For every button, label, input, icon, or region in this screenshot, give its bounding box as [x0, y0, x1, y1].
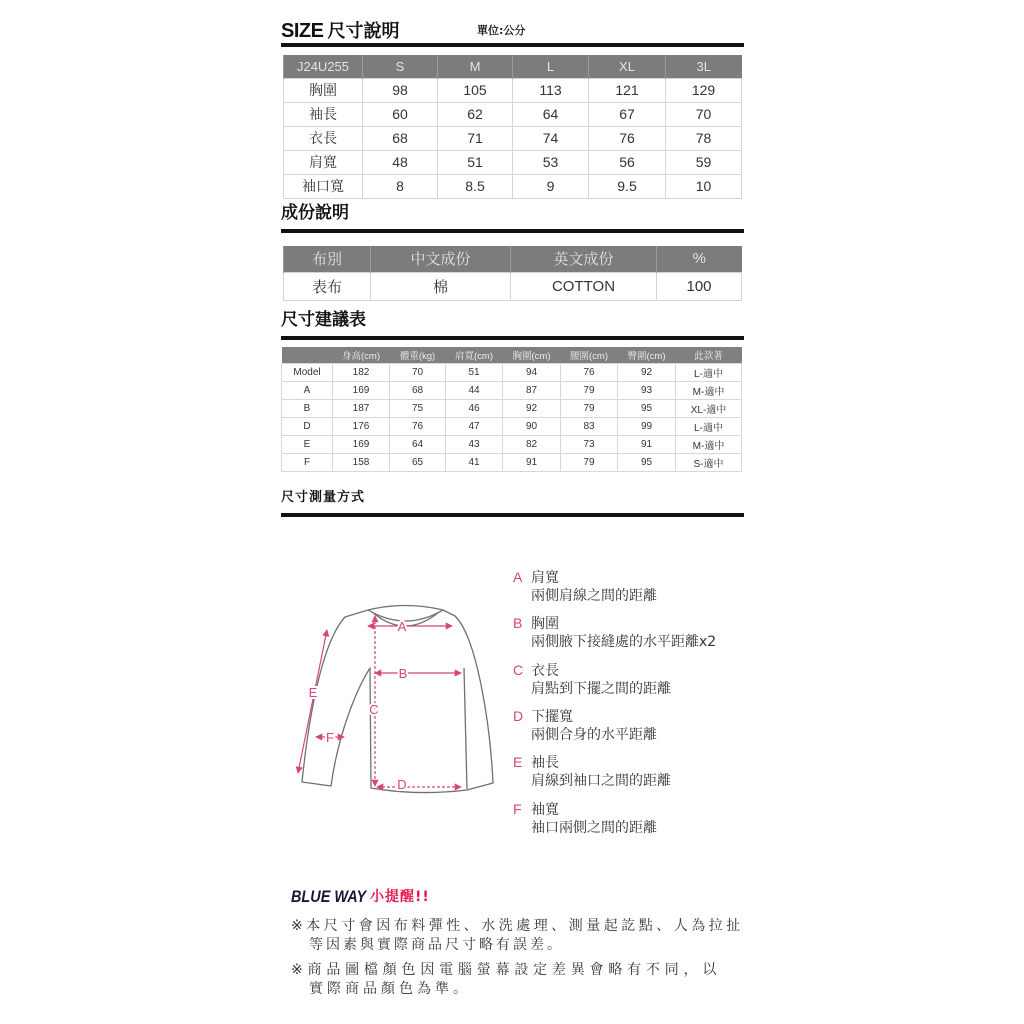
size-table-header-cell: 3L: [666, 55, 742, 78]
legend-item-c: [513, 662, 671, 698]
size-table-cell: 67: [589, 102, 666, 126]
legend-description: 兩側合身的水平距離: [531, 727, 657, 743]
legend-item-e: [513, 754, 671, 790]
composition-table: [283, 246, 742, 301]
fit-suggestion-table-row: [282, 417, 742, 435]
fit-suggestion-table-cell: 73: [561, 435, 618, 453]
legend-letter: C: [513, 662, 524, 678]
fit-suggestion-table-cell: 68: [390, 381, 446, 399]
reminder-title: 小提醒!!: [370, 889, 430, 905]
size-table-header-cell: XL: [589, 55, 666, 78]
fit-suggestion-table-cell: 46: [446, 399, 503, 417]
fit-suggestion-table-cell: S-適中: [676, 453, 742, 471]
composition-table-header-cell: 布別: [284, 246, 371, 272]
size-title-en: SIZE: [281, 20, 324, 42]
legend-letter: A: [513, 569, 523, 585]
size-table-row-label: 袖長: [284, 102, 363, 126]
unit-label: 單位:公分: [477, 24, 526, 37]
fit-suggestion-table-cell: 92: [503, 399, 561, 417]
composition-table-head: [284, 246, 742, 272]
fit-suggestion-table-header-cell: 胸圍(cm): [503, 347, 561, 363]
fit-suggestion-table-cell: 87: [503, 381, 561, 399]
fit-suggestion-table-header-row: [282, 347, 742, 363]
fit-suggestion-table-cell: M-適中: [676, 381, 742, 399]
fit-suggestion-table-cell: 91: [503, 453, 561, 471]
size-table-cell: 121: [589, 78, 666, 102]
size-table-row: [284, 174, 742, 198]
size-table-cell: 8: [363, 174, 438, 198]
size-table-header-cell: J24U255: [284, 55, 363, 78]
shirt-side-seam: [464, 668, 467, 789]
diagram-label-e: E: [308, 685, 318, 700]
composition-table-body: [284, 272, 742, 300]
legend-letter: D: [513, 708, 524, 724]
diagram-label-c: C: [369, 702, 379, 717]
size-table-row: [284, 102, 742, 126]
size-table-cell: 64: [513, 102, 589, 126]
fit-suggestion-table-row-label: A: [282, 381, 333, 399]
fit-suggestion-table-header-cell: 身高(cm): [333, 347, 390, 363]
section-divider: [281, 229, 744, 233]
fit-suggestion-table-cell: L-適中: [676, 363, 742, 381]
legend-heading: [513, 569, 657, 586]
legend-description: 肩點到下擺之間的距離: [531, 681, 671, 697]
fit-suggestion-table-cell: 41: [446, 453, 503, 471]
size-table-cell: 105: [438, 78, 513, 102]
size-table-cell: 78: [666, 126, 742, 150]
fit-suggestion-table-head: [282, 347, 742, 363]
brand-logo-text: BLUE WAY: [291, 887, 367, 906]
size-table-row-label: 衣長: [284, 126, 363, 150]
fit-suggestion-table-cell: 79: [561, 381, 618, 399]
measurement-arrows: [298, 616, 461, 787]
legend-heading: [513, 801, 657, 818]
size-table-cell: 71: [438, 126, 513, 150]
size-table-cell: 56: [589, 150, 666, 174]
legend-item-b: [513, 615, 716, 651]
legend-letter: F: [513, 801, 522, 817]
measurement-title: 尺寸測量方式: [281, 490, 366, 505]
fit-suggestion-table-cell: 95: [618, 453, 676, 471]
legend-item-d: [513, 708, 657, 744]
size-table-cell: 60: [363, 102, 438, 126]
size-table: [283, 55, 742, 199]
fit-suggestion-table-cell: 83: [561, 417, 618, 435]
fit-suggestion-table-cell: 75: [390, 399, 446, 417]
legend-name: 袖寬: [531, 802, 559, 818]
composition-table-header-row: [284, 246, 742, 272]
fit-suggestion-table-cell: M-適中: [676, 435, 742, 453]
size-table-header-cell: S: [363, 55, 438, 78]
legend-item-a: [513, 569, 657, 605]
fit-suggestion-table-row-label: B: [282, 399, 333, 417]
fit-suggestion-table: [281, 347, 742, 472]
legend-name: 衣長: [531, 663, 559, 679]
composition-table-cell: 棉: [371, 272, 511, 300]
section-divider: [281, 43, 744, 47]
fit-suggestion-table-header-cell: 體重(kg): [390, 347, 446, 363]
composition-table-header-cell: %: [657, 246, 742, 272]
size-table-cell: 76: [589, 126, 666, 150]
size-table-header-row: [284, 55, 742, 78]
size-table-cell: 68: [363, 126, 438, 150]
legend-heading: [513, 708, 657, 725]
legend-letter: B: [513, 615, 523, 631]
legend-heading: [513, 662, 671, 679]
fit-suggestion-table-cell: 82: [503, 435, 561, 453]
fit-suggestion-table-row-label: Model: [282, 363, 333, 381]
diagram-label-b: B: [398, 666, 408, 681]
shirt-measurement-diagram: [290, 598, 500, 802]
fit-suggestion-table-cell: 169: [333, 435, 390, 453]
size-table-cell: 70: [666, 102, 742, 126]
size-table-cell: 129: [666, 78, 742, 102]
fit-suggestion-table-cell: XL-適中: [676, 399, 742, 417]
legend-name: 下擺寬: [531, 709, 573, 725]
legend-heading: [513, 754, 671, 771]
fit-suggestion-table-header-cell: 肩寬(cm): [446, 347, 503, 363]
size-table-row: [284, 78, 742, 102]
size-table-head: [284, 55, 742, 78]
size-table-row-label: 袖口寬: [284, 174, 363, 198]
fit-suggestion-table-cell: 65: [390, 453, 446, 471]
legend-description: 兩側肩線之間的距離: [531, 588, 657, 604]
size-table-cell: 48: [363, 150, 438, 174]
diagram-label-d: D: [397, 777, 407, 792]
fit-suggestion-table-cell: 182: [333, 363, 390, 381]
fit-suggestion-table-header-cell: 腰圍(cm): [561, 347, 618, 363]
size-table-cell: 9.5: [589, 174, 666, 198]
legend-description: 兩側腋下接縫處的水平距離x2: [531, 634, 717, 650]
fit-suggestion-table-header-cell: [282, 347, 333, 363]
fit-suggestion-table-cell: 94: [503, 363, 561, 381]
fit-suggestion-table-cell: 43: [446, 435, 503, 453]
fit-suggestion-table-cell: 95: [618, 399, 676, 417]
composition-table-header-cell: 英文成份: [511, 246, 657, 272]
size-table-cell: 8.5: [438, 174, 513, 198]
fit-suggestion-table-cell: 76: [390, 417, 446, 435]
fit-suggestion-table-cell: 92: [618, 363, 676, 381]
fit-suggestion-table-row: [282, 453, 742, 471]
fit-suggestion-table-cell: 79: [561, 399, 618, 417]
size-table-cell: 59: [666, 150, 742, 174]
size-table-cell: 10: [666, 174, 742, 198]
size-table-header-cell: M: [438, 55, 513, 78]
size-chart-title: [281, 19, 399, 43]
composition-table-header-cell: 中文成份: [371, 246, 511, 272]
fit-suggestion-table-cell: 93: [618, 381, 676, 399]
composition-table-cell: 100: [657, 272, 742, 300]
fit-suggestion-table-cell: 176: [333, 417, 390, 435]
fit-suggestion-table-row: [282, 435, 742, 453]
fit-suggestion-table-cell: 70: [390, 363, 446, 381]
composition-table-row-label: 表布: [284, 272, 371, 300]
fit-suggestion-table-cell: L-適中: [676, 417, 742, 435]
fit-suggestion-table-cell: 99: [618, 417, 676, 435]
fit-suggestion-table-cell: 79: [561, 453, 618, 471]
legend-name: 胸圍: [531, 616, 559, 632]
fit-suggestion-table-cell: 51: [446, 363, 503, 381]
legend-name: 肩寬: [531, 570, 559, 586]
legend-heading: [513, 615, 716, 632]
size-table-row-label: 胸圍: [284, 78, 363, 102]
size-table-row: [284, 150, 742, 174]
measure-arrow-e: [298, 630, 327, 773]
size-table-cell: 51: [438, 150, 513, 174]
fit-suggestion-table-cell: 90: [503, 417, 561, 435]
legend-description: 袖口兩側之間的距離: [531, 820, 657, 836]
size-table-cell: 9: [513, 174, 589, 198]
shirt-back-neck: [368, 606, 443, 611]
size-table-cell: 113: [513, 78, 589, 102]
size-title-zh: 尺寸說明: [327, 21, 400, 42]
diagram-label-a: A: [397, 619, 407, 634]
legend-name: 袖長: [531, 755, 559, 771]
size-table-cell: 74: [513, 126, 589, 150]
fit-suggestion-table-cell: 76: [561, 363, 618, 381]
fit-suggestion-table-header-cell: 臀圍(cm): [618, 347, 676, 363]
size-table-cell: 98: [363, 78, 438, 102]
note-line: 等因素與實際商品尺寸略有誤差。: [309, 937, 564, 953]
note-line: ※商品圖檔顏色因電腦螢幕設定差異會略有不同，以: [291, 962, 722, 978]
fit-suggestion-table-cell: 158: [333, 453, 390, 471]
fit-suggestion-table-row-label: D: [282, 417, 333, 435]
fit-suggestion-table-cell: 64: [390, 435, 446, 453]
note-line: ※本尺寸會因布料彈性、水洗處理、測量起訖點、人為拉扯: [291, 918, 744, 934]
fit-suggestion-table-cell: 47: [446, 417, 503, 435]
size-table-row: [284, 126, 742, 150]
size-table-header-cell: L: [513, 55, 589, 78]
fit-suggestion-table-cell: 44: [446, 381, 503, 399]
composition-title: 成份說明: [281, 203, 349, 223]
size-table-row-label: 肩寬: [284, 150, 363, 174]
fit-suggestion-table-cell: 169: [333, 381, 390, 399]
fit-suggestion-table-row: [282, 399, 742, 417]
section-divider: [281, 336, 744, 340]
legend-description: 肩線到袖口之間的距離: [531, 773, 671, 789]
fit-suggestion-title: 尺寸建議表: [281, 310, 366, 330]
fit-suggestion-table-body: [282, 363, 742, 471]
diagram-label-f: F: [326, 730, 334, 745]
composition-table-cell: COTTON: [511, 272, 657, 300]
composition-table-row: [284, 272, 742, 300]
note-line: 實際商品顏色為準。: [309, 981, 471, 997]
size-table-cell: 62: [438, 102, 513, 126]
fit-suggestion-table-row: [282, 381, 742, 399]
fit-suggestion-table-row-label: E: [282, 435, 333, 453]
legend-letter: E: [513, 754, 523, 770]
size-table-body: [284, 78, 742, 198]
section-divider: [281, 513, 744, 517]
size-table-cell: 53: [513, 150, 589, 174]
fit-suggestion-table-row-label: F: [282, 453, 333, 471]
fit-suggestion-table-cell: 91: [618, 435, 676, 453]
fit-suggestion-table-cell: 187: [333, 399, 390, 417]
legend-item-f: [513, 801, 657, 837]
fit-suggestion-table-header-cell: 此款著: [676, 347, 742, 363]
fit-suggestion-table-row: [282, 363, 742, 381]
